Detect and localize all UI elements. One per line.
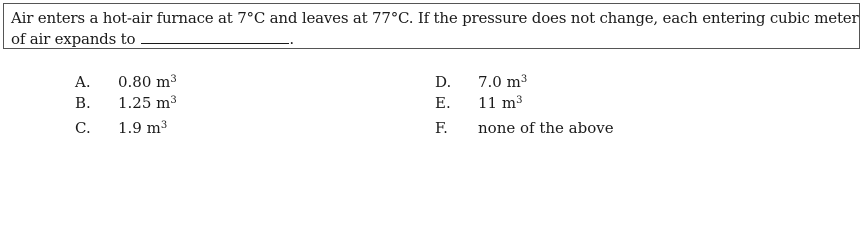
choice-a-exponent: 3 — [170, 74, 177, 85]
question-period: . — [289, 30, 294, 48]
choice-d-value: 7.0 $m^3$ — [478, 73, 528, 91]
choice-d-exponent: 3 — [520, 74, 528, 85]
choice-c-value: 1.9 $m^3$ — [118, 119, 168, 137]
answer-blank — [141, 29, 289, 44]
choice-c-letter: C. — [75, 119, 91, 137]
choice-e-letter: E. — [435, 94, 451, 112]
choice-f-letter: F. — [435, 119, 448, 137]
choice-b-letter: B. — [75, 94, 91, 112]
choice-b-exponent: 3 — [170, 95, 177, 106]
choice-f-value: none of the above — [478, 119, 614, 137]
question-text — [11, 8, 861, 50]
choice-e-value: 11 $m^3$ — [478, 94, 523, 112]
choice-e-exponent: 3 — [516, 95, 523, 106]
choice-b-value: 1.25 $m^3$ — [118, 94, 177, 112]
choice-c-exponent: 3 — [160, 120, 168, 131]
question-box — [3, 3, 860, 49]
choice-a-value: 0.80 $m^3$ — [118, 73, 177, 91]
choice-a-letter: A. — [75, 73, 91, 91]
choice-d-letter: D. — [435, 73, 452, 91]
question-stem: Air enters a hot-air furnace at 7°C and leaves at 77°C. If the pressure does not change, each entering cubic meter of air expands to — [11, 9, 859, 48]
